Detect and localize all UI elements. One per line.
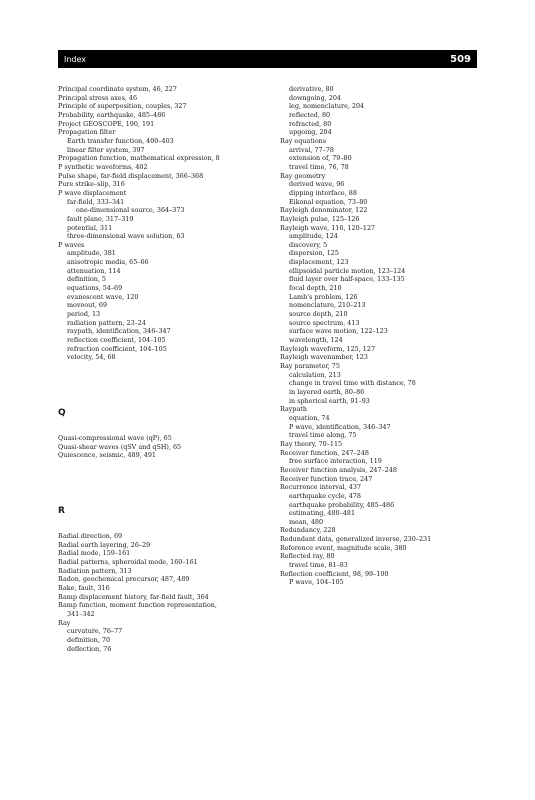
index-subentry: potential, 311	[67, 223, 113, 232]
index-entry: Ramp function, moment function representation,	[58, 601, 217, 610]
index-subentry: in layered earth, 80–86	[289, 387, 365, 396]
index-subentry: travel time along, 75	[289, 431, 357, 440]
index-subentry: P wave, 104–105	[289, 578, 344, 587]
index-subentry: one-dimensional source, 364–373	[76, 206, 185, 215]
index-entry: Principle of superposition, couples, 327	[58, 102, 187, 111]
entry-group-r	[58, 532, 263, 653]
index-entry: Principal coordinate system, 46, 227	[58, 85, 177, 93]
index-subentry: far-field, 333–341	[67, 197, 125, 206]
index-subentry: earthquake probability, 485–486	[289, 500, 395, 509]
index-entry: Quiescence, seismic, 489, 491	[58, 451, 156, 460]
index-entry: Receiver function, 247–248	[280, 448, 369, 457]
index-subentry: leg, nomenclature, 204	[289, 102, 365, 111]
index-entry: Rayleigh pulse, 125–126	[280, 214, 360, 223]
index-entry: Rayleigh wave, 116, 120–127	[280, 223, 376, 232]
index-entry: Principal stress axes, 46	[58, 93, 138, 102]
index-subentry: Eikonal equation, 73–80	[289, 197, 368, 206]
index-subentry: definition, 70	[67, 635, 111, 644]
index-subentry: equations, 54–69	[67, 284, 123, 293]
index-subentry: amplitude, 381	[67, 249, 116, 258]
index-subentry: anisotropic media, 65–66	[67, 258, 149, 267]
index-entry: P waves	[58, 240, 85, 249]
entry-group-r-continued	[280, 85, 480, 587]
index-column-left	[58, 85, 263, 653]
index-entry: Recurrence interval, 437	[280, 483, 361, 492]
index-entry: Radial earth layering, 26–29	[58, 540, 151, 549]
page-number: 509	[450, 53, 471, 65]
index-subentry: three-dimensional wave solution, 63	[67, 232, 185, 241]
index-entry: Radiation pattern, 313	[58, 566, 132, 575]
index-entry: Quasi-shear waves (qSV and qSH), 65	[58, 442, 182, 451]
index-subentry: period, 13	[67, 310, 101, 319]
index-subentry: upgoing, 204	[289, 128, 332, 137]
index-subentry: change in travel time with distance, 78	[289, 379, 416, 388]
index-subentry: raypath, identification, 346–347	[67, 327, 171, 336]
index-subentry: wavelength, 124	[289, 336, 343, 345]
index-entry: Rayleigh waveform, 125, 127	[280, 344, 376, 353]
index-entry: Receiver function analysis, 247–248	[280, 465, 397, 474]
index-entry: Raypath	[280, 405, 307, 414]
index-subentry: velocity, 54, 68	[67, 353, 116, 362]
index-entry: Redundancy, 228	[280, 526, 336, 535]
index-subentry: P wave, identification, 346–347	[289, 422, 391, 431]
index-subentry: calculation, 213	[289, 370, 341, 379]
index-entry: Ray parameter, 75	[280, 362, 340, 370]
index-subentry: evanescent wave, 120	[67, 292, 139, 301]
index-subentry: arrival, 77–78	[289, 145, 334, 154]
index-subentry: radiation pattern, 23–24	[67, 318, 146, 327]
index-subentry: derived wave, 96	[289, 180, 345, 189]
index-subentry: nomenclature, 210–213	[289, 301, 366, 310]
index-entry: Radial direction, 69	[58, 531, 123, 540]
index-subentry: refracted, 80	[289, 119, 332, 128]
index-subentry: reflection coefficient, 104–105	[67, 336, 166, 345]
index-entry: Ramp displacement history, far-field fault, 364	[58, 592, 209, 601]
index-subentry: source spectrum, 413	[289, 318, 360, 327]
index-entry: Ray theory, 70–115	[280, 439, 343, 448]
index-subentry: Earth transfer function, 400–403	[67, 136, 174, 145]
index-entry: P wave displacement	[58, 188, 127, 197]
index-subentry: attenuation, 114	[67, 266, 121, 275]
index-entry: Reference event, magnitude scale, 380	[280, 543, 407, 552]
index-subentry: 341–342	[67, 609, 95, 618]
index-entry: Pulse shape, far-field displacement, 366–368	[58, 171, 204, 180]
index-subentry: curvature, 76–77	[67, 627, 123, 636]
index-subentry: estimating, 480–481	[289, 509, 356, 518]
index-subentry: equation, 74	[289, 413, 330, 422]
index-subentry: displacement, 123	[289, 258, 349, 267]
entry-group-q	[58, 434, 263, 460]
section-letter-r: R	[58, 505, 65, 516]
index-subentry: free surface interaction, 119	[289, 457, 382, 466]
index-entry: Redundant data, generalized inverse, 230–231	[280, 535, 432, 544]
index-subentry: fluid layer over half-space, 133–135	[289, 275, 405, 284]
index-subentry: dipping interface, 88	[289, 188, 357, 197]
index-entry: Probability, earthquake, 485–486	[58, 110, 166, 119]
index-entry: P synthetic waveforms, 402	[58, 162, 148, 171]
index-entry: Propagation filter	[58, 128, 116, 137]
index-entry: Rayleigh denominator, 122	[280, 206, 368, 215]
index-subentry: fault plane, 317–319	[67, 214, 134, 223]
section-letter-q: Q	[58, 408, 66, 418]
index-subentry: definition, 5	[67, 275, 106, 284]
index-subentry: amplitude, 124	[289, 232, 338, 241]
index-subentry: reflected, 80	[289, 110, 331, 119]
index-entry: Rayleigh wavenumber, 123	[280, 353, 368, 362]
entry-group-p	[58, 85, 263, 362]
running-header	[58, 50, 477, 68]
running-header-title: Index	[64, 54, 87, 64]
index-entry: Radial patterns, spheroidal mode, 160–161	[58, 557, 198, 566]
index-entry: Propagation function, mathematical expression, 8	[58, 154, 220, 163]
index-subentry: downgoing, 204	[289, 93, 341, 102]
index-subentry: deflection, 76	[67, 644, 112, 653]
index-entry: Reflected ray, 80	[280, 552, 335, 561]
index-entry: Ray geometry	[280, 171, 326, 180]
index-subentry: dispersion, 125	[289, 249, 339, 258]
index-entry: Quasi-compressional wave (qP), 65	[58, 434, 172, 442]
index-entry: Reflection coefficient, 98, 99–100	[280, 569, 389, 578]
index-subentry: extension of, 79–80	[289, 154, 352, 163]
index-entry: Rake, fault, 316	[58, 583, 110, 592]
index-subentry: ellipsoidal particle motion, 123–124	[289, 266, 406, 275]
index-subentry: source depth, 210	[289, 310, 348, 319]
index-entry: Radial mode, 159–161	[58, 549, 131, 558]
index-entry: Ray	[58, 618, 71, 627]
index-subentry: derivative, 80	[289, 85, 334, 93]
index-subentry: earthquake cycle, 478	[289, 491, 361, 500]
index-entry: Radon, geochemical precursor, 487, 489	[58, 575, 190, 584]
index-subentry: travel time, 76, 78	[289, 162, 349, 171]
index-subentry: refraction coefficient, 104–105	[67, 344, 167, 353]
index-entry: Pure strike–slip, 316	[58, 180, 125, 189]
index-subentry: discovery, 5	[289, 240, 328, 249]
index-subentry: in spherical earth, 91–93	[289, 396, 370, 405]
index-entry: Ray equations	[280, 136, 327, 145]
index-subentry: travel time, 81–83	[289, 561, 348, 570]
index-entry: Receiver function trace, 247	[280, 474, 373, 483]
index-subentry: moveout, 69	[67, 301, 108, 310]
index-subentry: Lamb's problem, 126	[289, 292, 358, 301]
index-column-right	[280, 85, 480, 587]
index-entry: Project GEOSCOPE, 190, 191	[58, 119, 155, 128]
index-subentry: linear filter system, 397	[67, 145, 145, 154]
index-subentry: surface wave motion, 122–123	[289, 327, 388, 336]
index-subentry: focal depth, 210	[289, 284, 342, 293]
index-subentry: mean, 480	[289, 517, 324, 526]
